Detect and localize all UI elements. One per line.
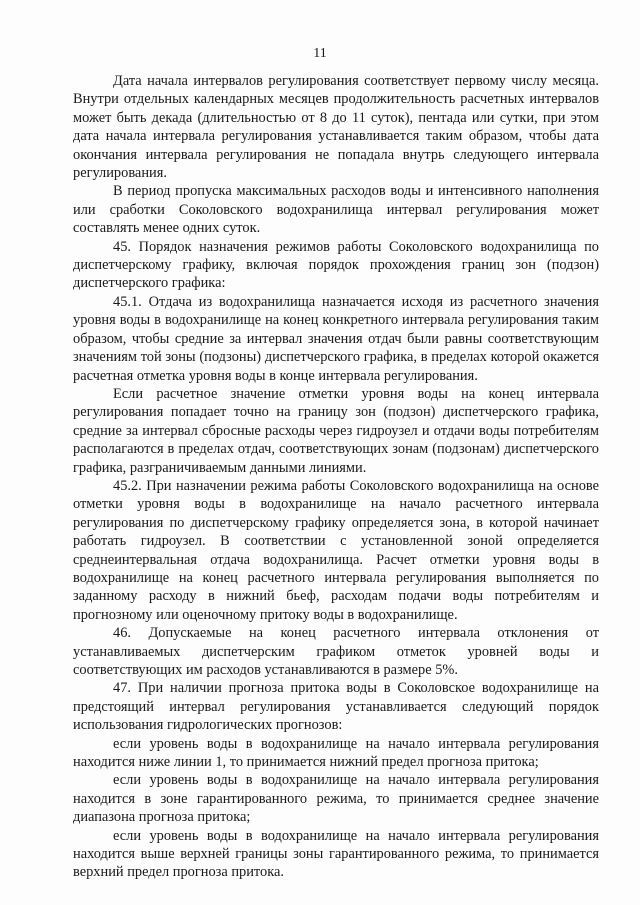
paragraph-item-45-1: 45.1. Отдача из водохранилища назначается исходя из расчетного значения уровня воды в водохранилище на конец конкретного интервала регулирования таким образом, чтобы средние за интервал значения отдач были равны соответствующим значениям той зоны (подзоны) диспетчерского графика, в пределах которой окажется расчетная отметка уровня воды в конце интервала регулирования. (73, 293, 599, 384)
document-body (73, 72, 599, 882)
paragraph-item-45: 45. Порядок назначения режимов работы Соколовского водохранилища по диспетчерскому графику, включая порядок прохождения границ зон (подзон) диспетчерского графика: (73, 238, 599, 292)
paragraph-flood-period: В период пропуска максимальных расходов воды и интенсивного наполнения или сработки Соколовского водохранилища интервал регулирования может составлять менее одних суток. (73, 183, 599, 237)
page-number: 11 (313, 46, 327, 61)
paragraph-forecast-lower: если уровень воды в водохранилище на начало интервала регулирования находится ниже линии 1, то принимается нижний предел прогноза притока; (73, 735, 599, 771)
paragraph-zone-boundary: Если расчетное значение отметки уровня воды на конец интервала регулирования попадает точно на границу зон (подзон) диспетчерского графика, средние за интервал сбросные расходы через гидроузел и отдачи воды потребителям располагаются в пределах отдач, соответствующих зонам (подзонам) диспетчерского графика, разграничиваемым данными линиями. (73, 385, 599, 476)
paragraph-forecast-middle: если уровень воды в водохранилище на начало интервала регулирования находится в зоне гарантированного режима, то принимается среднее значение диапазона прогноза притока; (73, 772, 599, 826)
paragraph-forecast-upper: если уровень воды в водохранилище на начало интервала регулирования находится выше верхней границы зоны гарантированного режима, то принимается верхний предел прогноза притока. (73, 827, 599, 881)
paragraph-interval-start-date: Дата начала интервалов регулирования соответствует первому числу месяца. Внутри отдельных календарных месяцев продолжительность расчетных интервалов может быть декада (длительностью от 8 до 11 суток), пентада или сутки, при этом дата начала интервала регулирования устанавливается таким образом, чтобы дата окончания интервала регулирования не попадала внутрь следующего интервала регулирования. (73, 73, 599, 182)
paragraph-item-47: 47. При наличии прогноза притока воды в Соколовское водохранилище на предстоящий интервал регулирования устанавливается следующий порядок использования гидрологических прогнозов: (73, 680, 599, 734)
paragraph-item-46: 46. Допускаемые на конец расчетного интервала отклонения от устанавливаемых диспетчерским графиком отметок уровней воды и соответствующих им расходов устанавливаются в размере 5%. (73, 625, 599, 678)
paragraph-item-45-2: 45.2. При назначении режима работы Соколовского водохранилища на основе отметки уровня воды в водохранилище на начало расчетного интервала регулирования по диспетчерскому графику определяется зона, в которой начинает работать гидроузел. В соответствии с установленной зоной определяется среднеинтервальная отдача водохранилища. Расчет отметки уровня воды в водохранилище на конец расчетного интервала регулирования выполняется по заданному расходу в нижний бьеф, расходам подачи воды потребителям и прогнозному или оценочному притоку воды в водохранилище. (73, 477, 599, 623)
